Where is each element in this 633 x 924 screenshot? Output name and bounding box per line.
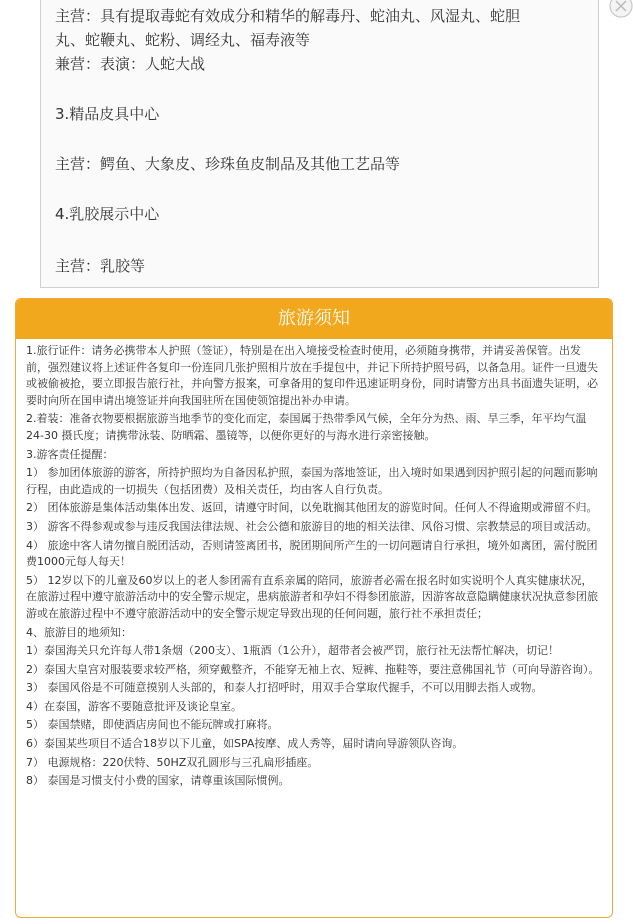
notice-paragraph: 2） 团体旅游是集体活动集体出发、返回，请遵守时间，以免耽搁其他团友的游览时间。任何人不得逾期或滞留不归。 (26, 501, 598, 515)
notice-paragraph: 1.旅行证件：请务必携带本人护照（签证），特别是在出入境接受检查时使用，必须随身携带，并请妥善保管。出发前，强烈建议将上述证件各复印一份连同几张护照相片放在手提包中，并记下所持护照号码，以备急用。证件一旦遗失或被偷被抢，要立即报告旅行社，并向警方报案，可拿备用的复印件迅速证明身份，同时请警方出具书面遗失证明，必要时向所在国申请出境签证并向我国驻所在国使领馆提出补办申请。 (26, 344, 598, 407)
notice-paragraph: 7） 电源规格：220伏特、50HZ双孔圆形与三孔扁形插座。 (26, 755, 319, 769)
notice-paragraph: 3.游客责任提醒： (26, 447, 114, 461)
notice-paragraph: 3） 泰国风俗是不可随意摸别人头部的，和泰人打招呼时，用双手合掌取代握手，不可以用脚去指人或物。 (26, 681, 543, 695)
notice-body (16, 339, 612, 790)
notice-paragraph: 6）泰国某些项目不适合18岁以下儿童，如SPA按摩、成人秀等，届时请向导游领队咨询。 (26, 737, 464, 751)
section-4-main: 主营：乳胶等 (55, 257, 146, 275)
notice-paragraph: 1）泰国海关只允许每人带1条烟（200支）、1瓶酒（1公升），超带者会被严罚，旅行社无法帮忙解决，切记！ (26, 644, 559, 658)
close-circle-icon[interactable] (603, 0, 633, 22)
notice-paragraph: 2）泰国大皇宫对服装要求较严格，须穿戴整齐，不能穿无袖上衣、短裤、拖鞋等，要注意佛国礼节（可向导游咨询）。 (26, 662, 600, 676)
notice-paragraph: 2.着装：准备衣物要根据旅游当地季节的变化而定，泰国属于热带季风气候，全年分为热、雨、旱三季，年平均气温 24-30 摄氏度；请携带泳装、防晒霜、墨镜等，以便你更好的与海水进行亲密接触。 (26, 412, 587, 442)
intro-line-3: 兼营：表演：人蛇大战 (55, 55, 206, 73)
notice-paragraph: 3） 游客不得参观或参与违反我国法律法规、社会公德和旅游目的地的相关法律、风俗习惯、宗教禁忌的项目或活动。 (26, 519, 598, 533)
notice-title: 旅游须知 (16, 299, 612, 339)
notice-paragraph: 4） 旅途中客人请勿擅自脱团活动，否则请签离团书，脱团期间所产生的一切问题请自行承担，境外如离团，需付脱团费1000元每人每天！ (26, 538, 598, 569)
notice-paragraph: 5） 12岁以下的儿童及60岁以上的老人参团需有直系亲属的陪同，旅游者必需在报名时如实说明个人真实健康状况，在旅游过程中遵守旅游活动中的安全警示规定，患病旅游者和孕妇不得参团旅游，因游客故意隐瞒健康状况执意参团旅游或在旅游过程中不遵守旅游活动中的安全警示规定导致出现的任何问题，旅行社不承担责任； (26, 573, 598, 620)
notice-paragraph: 4）在泰国，游客不要随意批评及谈论皇室。 (26, 699, 242, 713)
product-intro-box (40, 0, 599, 288)
intro-line-1: 主营：具有提取毒蛇有效成分和精华的解毒丹、蛇油丸、风湿丸、蛇胆 (55, 7, 521, 25)
notice-paragraph: 1） 参加团体旅游的游客，所持护照均为自备因私护照，泰国为落地签证，出入境时如果遇到因护照引起的问题而影响行程，由此造成的一切损失（包括团费）及相关责任，均由客人自行负责。 (26, 466, 598, 496)
section-3-title: 3.精品皮具中心 (55, 105, 160, 123)
intro-line-2: 丸、蛇鞭丸、蛇粉、调经丸、福寿液等 (55, 31, 311, 49)
notice-paragraph: 8） 泰国是习惯支付小费的国家，请尊重该国际惯例。 (26, 774, 290, 788)
section-3-main: 主营：鳄鱼、大象皮、珍珠鱼皮制品及其他工艺品等 (55, 155, 401, 173)
section-4-title: 4.乳胶展示中心 (55, 205, 160, 223)
notice-paragraph: 4、旅游目的地须知： (26, 625, 132, 639)
travel-notice-panel (15, 298, 613, 918)
notice-paragraph: 5） 泰国禁赌，即使酒店房间也不能玩牌或打麻将。 (26, 718, 279, 732)
